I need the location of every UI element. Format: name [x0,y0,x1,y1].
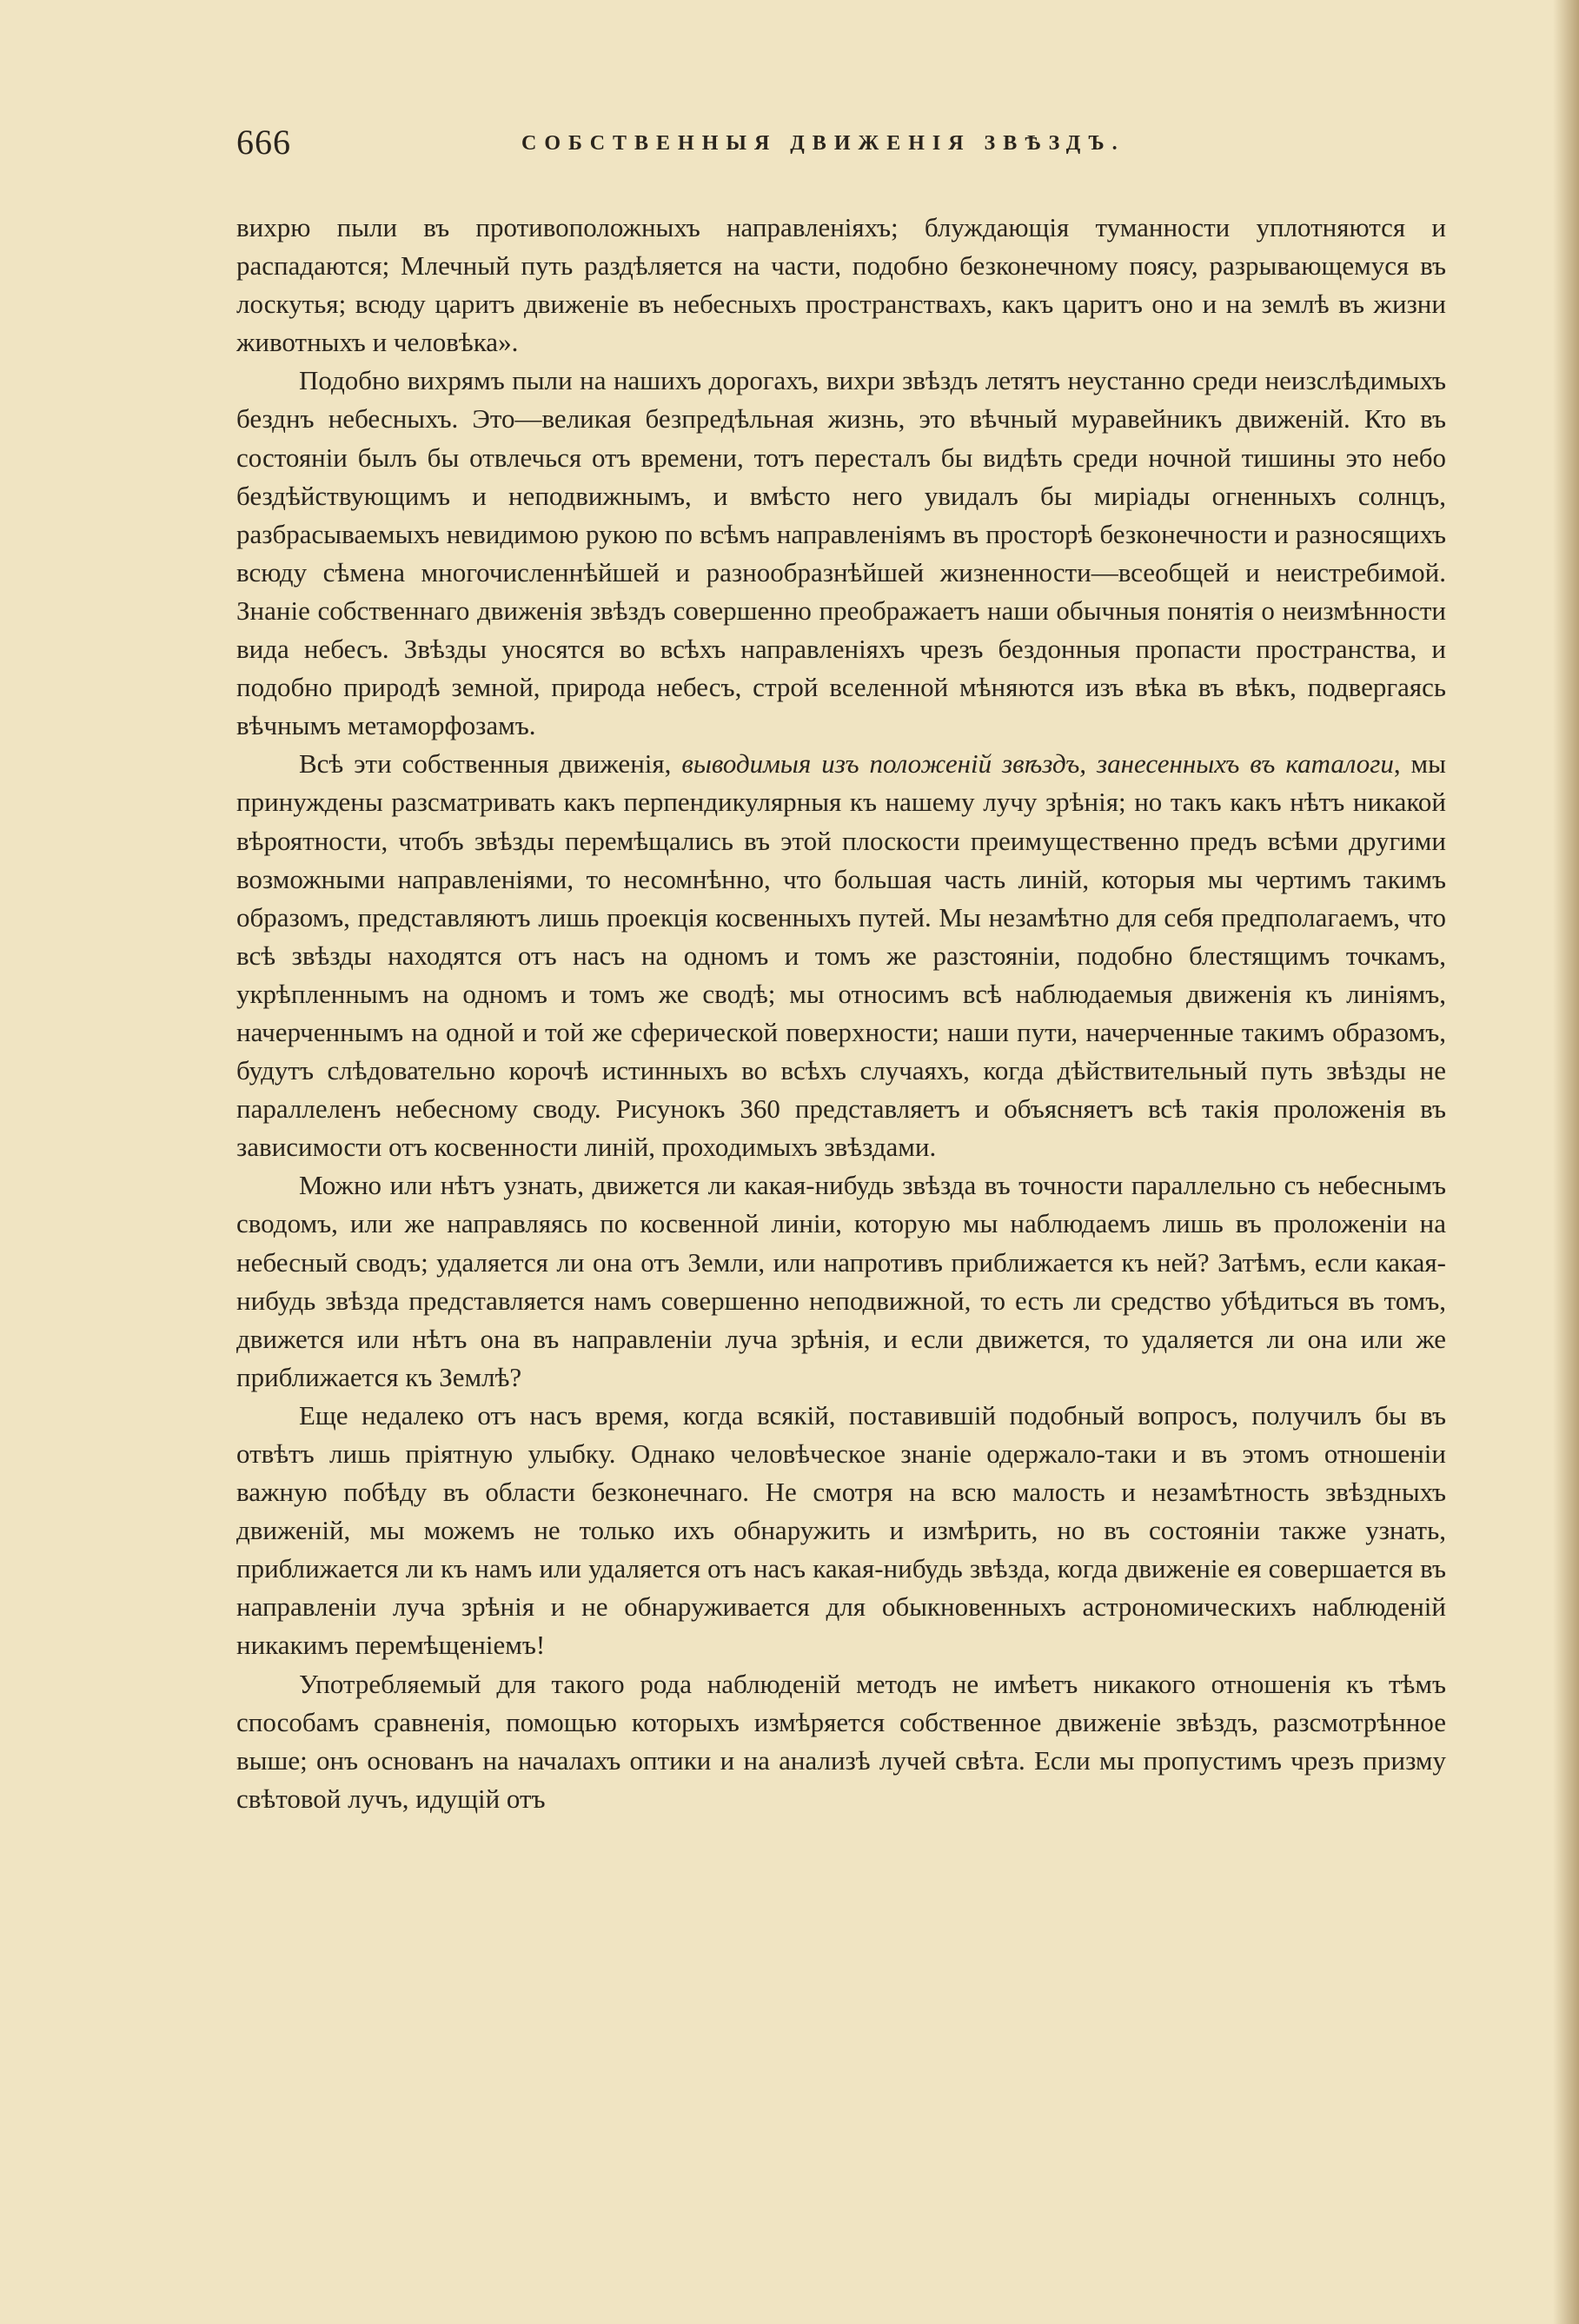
paragraph-6: Употребляемый для такого рода наблюденій методъ не имѣетъ никакого отношенія къ тѣмъ способамъ сравненія, помощью которыхъ измѣряется собственное движеніе звѣздъ, разсмотрѣнное выше; онъ основанъ на началахъ оптики и на анализѣ лучей свѣта. Если мы пропустимъ чрезъ призму свѣтовой лучъ, идущій отъ [236,1668,1446,1814]
paragraph-3 [236,745,1446,1166]
paragraph-3-rest: , мы принуждены разсматривать какъ перпендикулярныя къ нашему лучу зрѣнія; но такъ какъ нѣтъ никакой вѣроятности, чтобъ звѣзды перемѣщались въ этой плоскости преимущественно предъ всѣми другими возможными направленіями, то несомнѣнно, что большая часть линій, которыя мы чертимъ такимъ образомъ, представляютъ лишь проекція косвенныхъ путей. Мы незамѣтно для себя предполагаемъ, что всѣ звѣзды находятся отъ насъ на одномъ и томъ же разстояніи, подобно блестящимъ точкамъ, укрѣпленнымъ на одномъ и томъ же сводѣ; мы относимъ всѣ наблюдаемыя движенія къ линіямъ, начерченнымъ на одной и той же сферической поверхности; наши пути, начерченные такимъ образомъ, будутъ слѣдовательно корочѣ истинныхъ во всѣхъ случаяхъ, когда дѣйствительный путь звѣзды не параллеленъ небесному своду. Рисунокъ 360 представляетъ и объясняетъ всѣ такія проложенія въ зависимости отъ косвенности линій, проходимыхъ звѣздами. [236,748,1447,1163]
paragraph-3-italic: выводимыя изъ положеній звѣздъ, занесенныхъ въ каталоги [681,748,1394,780]
page-number: 666 [236,123,291,162]
paragraph-5: Еще недалеко отъ насъ время, когда всякій, поставившій подобный вопросъ, получилъ бы въ отвѣтъ лишь пріятную улыбку. Однако человѣческое знаніе одержало-таки и въ этомъ отношеніи важную побѣду въ области безконечнаго. Не смотря на всю малость и незамѣтность звѣздныхъ движеній, мы можемъ не только ихъ обнаружить и измѣрить, но въ состояніи также узнать, приближается ли къ намъ или удаляется отъ насъ какая-нибудь звѣзда, когда движеніе ея совершается въ направленіи луча зрѣнія и не обнаруживается для обыкновенныхъ астрономическихъ наблюденій никакимъ перемѣщеніемъ! [236,1399,1446,1661]
body-text [236,209,1446,1818]
paragraph-1: вихрю пыли въ противоположныхъ направленіяхъ; блуждающія туманности уплотняются и распадаются; Млечный путь раздѣляется на части, подобно безконечному поясу, разрывающемуся въ лоскутья; всюду царитъ движеніе въ небесныхъ пространствахъ, какъ царитъ оно и на землѣ въ жизни животныхъ и человѣка». [236,212,1446,358]
paragraph-4: Можно или нѣтъ узнать, движется ли какая-нибудь звѣзда въ точности параллельно съ небеснымъ сводомъ, или же направляясь по косвенной линіи, которую мы наблюдаемъ лишь въ проложеніи на небесный сводъ; удаляется ли она отъ Земли, или напротивъ приближается къ ней? Затѣмъ, если какая-нибудь звѣзда представляется намъ совершенно неподвижной, то есть ли средство убѣдиться въ томъ, движется или нѣтъ она въ направленіи луча зрѣнія, и если движется, то удаляется ли она или же приближается къ Землѣ? [236,1170,1446,1392]
paragraph-2: Подобно вихрямъ пыли на нашихъ дорогахъ, вихри звѣздъ летятъ неустанно среди неизслѣдимыхъ безднъ небесныхъ. Это—великая безпредѣльная жизнь, это вѣчный муравейникъ движеній. Кто въ состояніи былъ бы отвлечься отъ времени, тотъ пересталъ бы видѣть среди ночной тишины это небо бездѣйствующимъ и неподвижнымъ, и вмѣсто него увидалъ бы миріады огненныхъ солнцъ, разбрасываемыхъ невидимою рукою по всѣмъ направленіямъ въ просторѣ безконечности и разносящихъ всюду сѣмена многочисленнѣйшей и разнообразнѣйшей жизненности—всеобщей и неистребимой. Знаніе собственнаго движенія звѣздъ совершенно преображаетъ наши обычныя понятія о неизмѣнности вида небесъ. Звѣзды уносятся во всѣхъ направленіяхъ чрезъ бездонныя пропасти пространства, и подобно природѣ земной, природа небесъ, строй вселенной мѣняются изъ вѣка въ вѣкъ, подвергаясь вѣчнымъ метаморфозамъ. [236,365,1446,741]
paragraph-3-start: Всѣ эти собственныя движенія, [299,748,682,780]
header-title: СОБСТВЕННЫЯ ДВИЖЕНІЯ ЗВѢЗДЪ. [521,132,1125,155]
running-head [236,122,1446,167]
